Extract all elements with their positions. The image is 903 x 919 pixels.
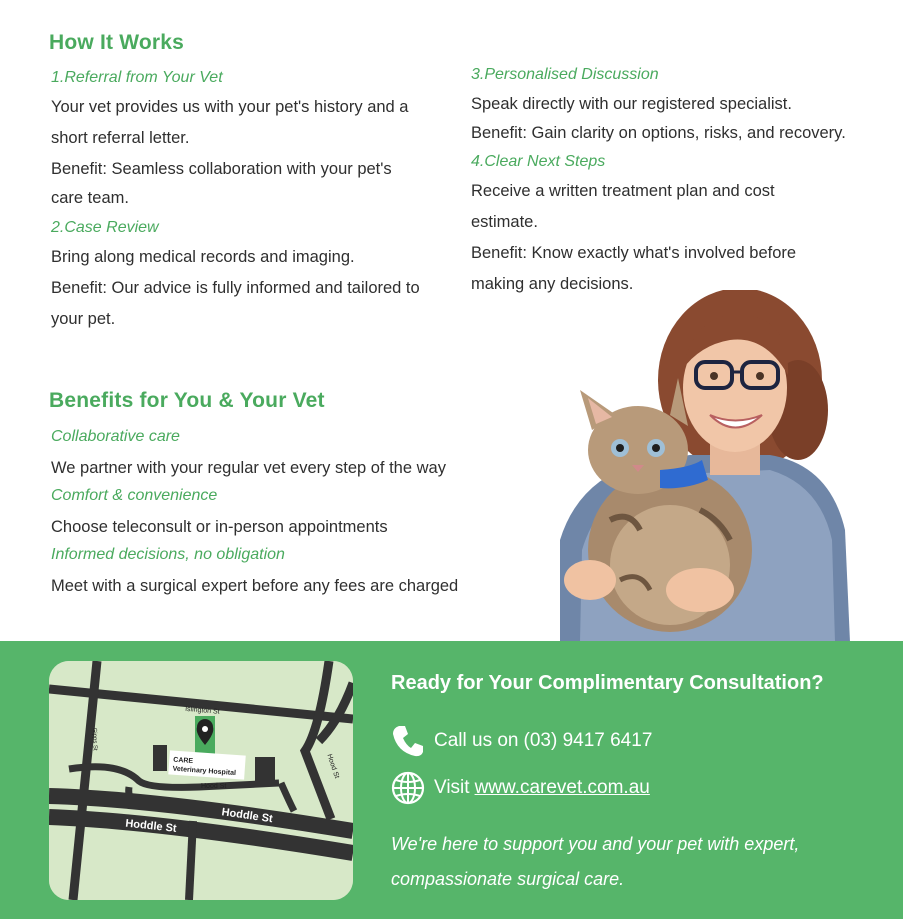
step-4-line: making any decisions.	[471, 275, 634, 293]
islington-st-label: Islington St	[184, 705, 220, 716]
step-3-title: 3.Personalised Discussion	[471, 66, 659, 83]
step-3-line: Benefit: Gain clarity on options, risks, and recovery.	[471, 124, 846, 142]
hood-st-vertical-label: Hood St	[325, 753, 340, 780]
gipps-st-label: Gipps St	[90, 727, 98, 751]
globe-icon	[391, 771, 425, 805]
hospital-label-line1: CARE	[173, 756, 194, 766]
tagline: We're here to support you and your pet with expert, compassionate surgical care.	[391, 834, 800, 889]
benefit-title: Comfort & convenience	[51, 487, 218, 504]
step-2-title: 2.Case Review	[51, 219, 159, 236]
benefit-text: Meet with a surgical expert before any fees are charged	[51, 577, 459, 595]
step-4-line: Receive a written treatment plan and cost	[471, 182, 775, 200]
benefits-heading: Benefits for You & Your Vet	[49, 389, 325, 412]
benefit-text: Choose teleconsult or in-person appointments	[51, 518, 388, 536]
hoddle-st-upper-label: Hoddle St	[220, 806, 274, 826]
cta-title: Ready for Your Complimentary Consultation?	[391, 672, 824, 694]
benefit-text: We partner with your regular vet every step of the way	[51, 459, 446, 477]
location-map	[49, 661, 353, 900]
phone-number[interactable]: (03) 9417 6417	[523, 730, 653, 751]
step-4-title: 4.Clear Next Steps	[471, 153, 606, 170]
step-2-line: Bring along medical records and imaging.	[51, 248, 355, 266]
vet-with-cat-photo	[520, 290, 860, 642]
benefit-title: Informed decisions, no obligation	[51, 546, 285, 563]
consultation-footer	[0, 641, 903, 919]
step-1-line: care team.	[51, 189, 129, 207]
website-link[interactable]: www.carevet.com.au	[474, 777, 650, 798]
phone-row	[391, 724, 652, 758]
step-2-line: Benefit: Our advice is fully informed and tailored to	[51, 279, 420, 297]
step-4-line: estimate.	[471, 213, 538, 231]
benefit-title: Collaborative care	[51, 428, 180, 445]
step-1-title: 1.Referral from Your Vet	[51, 69, 223, 86]
step-2-line: your pet.	[51, 310, 116, 328]
hospital-label-line2: Veterinary Hospital	[172, 765, 237, 778]
how-it-works-heading: How It Works	[49, 31, 185, 54]
step-4-line: Benefit: Know exactly what's involved before	[471, 244, 797, 262]
steps-left-column	[51, 67, 451, 335]
hoddle-st-lower-label: Hoddle St	[124, 817, 178, 835]
steps-right-column	[471, 64, 891, 300]
phone-icon	[391, 724, 425, 758]
website-row	[391, 771, 650, 805]
visit-prefix: Visit	[434, 777, 470, 798]
hood-st-label: Hood St	[201, 783, 227, 790]
step-1-line: short referral letter.	[51, 129, 190, 147]
map-graphic	[49, 661, 353, 900]
step-3-line: Speak directly with our registered specialist.	[471, 95, 792, 113]
phone-prefix: Call us on	[434, 730, 519, 751]
step-1-line: Benefit: Seamless collaboration with your pet's	[51, 160, 392, 178]
step-1-line: Your vet provides us with your pet's history and a	[51, 98, 409, 116]
benefits-list	[51, 426, 511, 602]
